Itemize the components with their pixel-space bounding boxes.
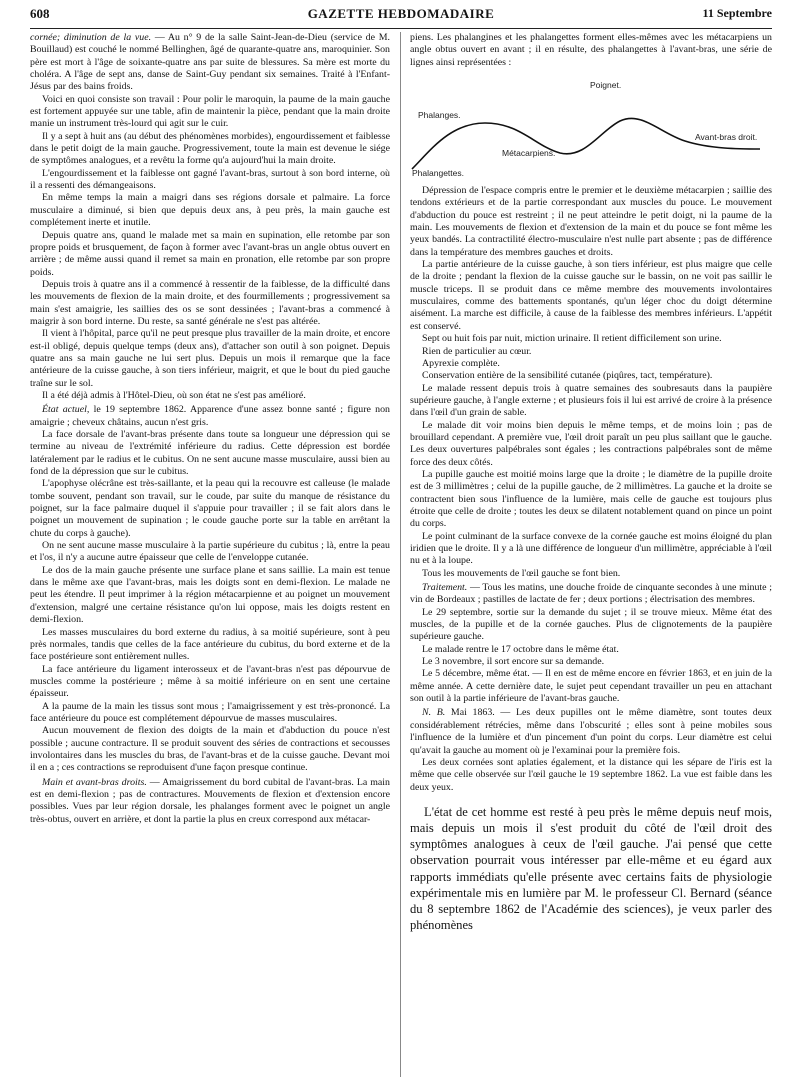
paragraph: La pupille gauche est moitié moins large que la droite ; le diamètre de la pupille droite est de 3 millimètres ; celui de la pupille gauche, de 2 millimètres. La gauche et la droite se contractent bien sous l'influence de la lumière, mais celle de gauche est toujours plus étroite que celle de droite ; toutes les deux se dilatent notablement quand on pince un point du corps. xyxy=(410,468,772,530)
paragraph: L'apophyse olécrâne est très-saillante, et la peau qui la recouvre est calleuse (le malade tombe souvent, pendant son travail, sur le coude, par suite du manque de résistance du poignet, sur la face palmaire duquel il s'appuie pour travailler ; il se fait alors dans le poignet un mouvement de supination ; le coude gauche porte sur la table en arrêtant la chute du corps à gauche). xyxy=(30,478,390,539)
paragraph: L'engourdissement et la faiblesse ont gagné l'avant-bras, surtout à son bord interne, où il a ressenti des démangeaisons. xyxy=(30,167,390,192)
paragraph: Le dos de la main gauche présente une surface plane et sans saillie. La main est tenue dans le même axe que l'avant-bras, mais les doigts sont en demi-flexion. Le malade ne peut les étendre. Il peut imprimer à la région métacarpienne et au poignet un mouvement d'extension, malgré une certaine résistance qu'on lui oppose, mais les doigts restent en demi-flexion. xyxy=(30,564,390,626)
paragraph: Le 5 décembre, même état. — Il en est de même encore en février 1863, et en juin de la même année. A cette dernière date, le sujet peut cependant travailler un peu en attachant son outil à la partie inférieure de l'avant-bras gauche. xyxy=(410,668,772,705)
paragraph: Depuis trois à quatre ans il a commencé à ressentir de la faiblesse, de la difficulté dans les mouvements de flexion de la main droite, et des fourmillements ; progressivement sa main s'est amaigrie, les saillies des os se sont dessinées ; l'avant-bras a commencé à maigrir à son bord interne. Du reste, sa santé générale ne s'est pas altérée. xyxy=(30,278,390,327)
curve-line xyxy=(412,118,760,169)
paragraph: La face antérieure du ligament interosseux et de l'avant-bras n'est pas dépourvue de muscles comme la postérieure ; même à sa moitié inférieure on en sent une certaine épaisseur. xyxy=(30,663,390,700)
section-lead: État actuel, xyxy=(42,404,90,416)
large-type-section xyxy=(410,804,772,934)
paragraph: Le 29 septembre, sortie sur la demande du sujet ; il se trouve mieux. Même état des muscles, de la pupille et de la cornée gauches. Plus de clignotements de la paupière supérieure gauche. xyxy=(410,606,772,643)
paragraph: La partie antérieure de la cuisse gauche, à son tiers inférieur, est plus maigre que celle de la droite ; pendant la flexion de la cuisse gauche sur le bassin, on ne voit pas saillir le muscle triceps. Il se produit dans ce même membre des mouvements involontaires musculaires, comme des battements spontanés, qu'un léger choc du doigt détermine aisément. La marche est difficile, à cause de la faiblesse des membres inférieurs. L'appétit est conservé. xyxy=(410,259,772,332)
paragraph: État actuel, le 19 septembre 1862. Apparence d'une assez bonne santé ; figure non amaigrie ; cheveux châtains, aucun n'est gris. xyxy=(30,404,390,428)
page-number: 608 xyxy=(30,6,50,21)
header-rule xyxy=(30,28,772,29)
paragraph: Main et avant-bras droits. — Amaigrissement du bord cubital de l'avant-bras. La main est en demi-flexion ; pas de contractures. Mouvements de flexion et d'extension encore possibles. Vues par leur région dorsale, les phalanges forment avec le poignet un angle très-obtus, ouvert en arrière, et dont la partie la plus en creux correspond aux métacar- xyxy=(30,776,390,825)
paragraph: Le malade rentre le 17 octobre dans le même état. xyxy=(422,643,619,655)
right-column xyxy=(410,32,772,934)
page-header xyxy=(30,6,772,28)
paragraph: Traitement. — Tous les matins, une douche froide de cinquante secondes à une minute ; vin de Bordeaux ; pastilles de lactate de fer ; deux portions ; électrisation des membres. xyxy=(410,582,772,606)
paragraph: Depuis quatre ans, quand le malade met sa main en supination, elle retombe par son propre poids et brusquement, de façon à former avec l'avant-bras un angle obtus ouvert en arrière ; de même aussi quand il remet sa main en pronation, elle retombe par son propre poids. xyxy=(30,229,390,278)
left-column xyxy=(30,32,390,826)
paragraph: Il a été déjà admis à l'Hôtel-Dieu, où son état ne s'est pas amélioré. xyxy=(42,389,306,401)
paragraph: L'état de cet homme est resté à peu près le même depuis neuf mois, mais depuis un mois il s'est produit du côté de l'œil droit des symptômes analogues à ceux de l'œil gauche. J'ai pensé que cette observation pourrait vous intéresser par elle-même et eu égard aux rapports immédiats qu'elle présente avec certains faits de physiologie expérimentale mis en lumière par M. le professeur Cl. Bernard (séance du 8 septembre 1862 de l'Académie des sciences), je veux parler des phénomènes xyxy=(410,804,772,933)
paragraph: On ne sent aucune masse musculaire à la partie supérieure du cubitus ; là, entre la peau et l'os, il n'y a aucune autre épaisseur que celle de l'enveloppe cutanée. xyxy=(30,540,390,564)
column-divider xyxy=(400,32,401,1077)
paragraph: A la paume de la main les tissus sont mous ; l'amaigrissement y est très-prononcé. La face antérieure du pouce est complétement dépourvue de masses musculaires. xyxy=(30,700,390,724)
paragraph: Aucun mouvement de flexion des doigts de la main et d'abduction du pouce n'est possible ; aucune contracture. Il se produit souvent des séries de contractions et secousses involontaires dans les muscles du bras, de l'avant-bras et de la cuisse gauche. Devant moi il en a ; ces contractions se reproduisent d'une façon presque continue. xyxy=(30,725,390,774)
paragraph: Il y a sept à huit ans (au début des phénomènes morbides), engourdissement et faiblesse dans le petit doigt de la main gauche. Progressivement, toute la main est devenue le siége de symptômes analogues, et a revêtu la forme qu'a aujourd'hui la main droite. xyxy=(30,130,390,167)
paragraph: Le malade dit voir moins bien depuis le même temps, et de moins loin ; pas de brouillard cependant. A première vue, l'œil droit paraît un peu plus saillant que le gauche. Les deux ouvertures palpébrales sont égales ; les contractions palpébrales sont de même force des deux côtés. xyxy=(410,419,772,468)
paragraph: Rien de particulier au cœur. xyxy=(422,345,532,357)
label-phalanges: Phalanges. xyxy=(418,110,461,121)
section-lead: Traitement. xyxy=(422,582,468,594)
paragraph: En même temps la main a maigri dans ses régions dorsale et palmaire. La force musculaire a diminué, si bien que depuis deux ans, à peu près, la main gauche est complétement inerte et inutile. xyxy=(30,192,390,229)
paragraph: Les masses musculaires du bord externe du radius, à sa moitié supérieure, sont à peu près normales, tandis que celles de la face antérieure du cubitus, du bord externe et de la face postérieure sont entièrement nulles. xyxy=(30,626,390,663)
paragraph: Conservation entière de la sensibilité cutanée (piqûres, tact, température). xyxy=(422,370,713,382)
label-phalangettes: Phalangettes. xyxy=(412,168,464,179)
paragraph: Le malade ressent depuis trois à quatre semaines des soubresauts dans la paupière supérieure gauche, à l'angle externe ; et plusieurs fois il lui est arrivé de croire à la présence dans l'œil d'un grain de sable. xyxy=(410,382,772,419)
paragraph: Les deux cornées sont aplaties également, et la distance qui les sépare de l'iris est la même que celle observée sur l'œil gauche le 19 septembre 1862. La vue est faible dans les deux yeux. xyxy=(410,756,772,793)
paragraph: Tous les mouvements de l'œil gauche se font bien. xyxy=(422,567,621,579)
paragraph: Apyrexie complète. xyxy=(422,357,500,369)
journal-title: GAZETTE HEBDOMADAIRE xyxy=(307,6,495,21)
issue-date: 11 Septembre xyxy=(702,6,772,20)
paragraph: piens. Les phalangines et les phalangettes forment elles-mêmes avec les métacarpiens un angle obtus ouvert en avant ; il en résulte, des phalangettes à l'avant-bras, une série de lignes ainsi représentées : xyxy=(410,32,772,68)
label-poignet: Poignet. xyxy=(590,80,622,91)
paragraph: cornée; diminution de la vue. — Au n° 9 de la salle Saint-Jean-de-Dieu (service de M. Bouillaud) est couché le nommé Bellinghen, âgé de quarante-quatre ans, maroquinier. Son père est mort à l'âge de soixante-quatre ans par suite de blessures. Sa mère est morte du choléra. A l'âge de sept ans, danse de Saint-Guy pendant six semaines. Traité à l'Enfant-Jésus par des bains froids. xyxy=(30,32,390,93)
paragraph: Voici en quoi consiste son travail : Pour polir le maroquin, la paume de la main gauche est fortement appuyée sur une table, afin de maintenir la pièce, pendant que la main droite manie un instrument très-lourd qui agit sur le cuir. xyxy=(30,93,390,130)
paragraph: La face dorsale de l'avant-bras présente dans toute sa longueur une dépression qui se termine au niveau de l'extrémité inférieure du radius. Cette dépression est bordée latéralement par le radius et le cubitus. On ne sent aucune masse musculaire, aussi bien au fond de la dépression que sur le cubitus. xyxy=(30,429,390,478)
hand-profile-figure xyxy=(410,71,772,181)
paragraph: Dépression de l'espace compris entre le premier et le deuxième métacarpien ; saillie des tendons extérieurs et de la partie correspondant aux muscles du pouce. Le mouvement d'abduction du pouce est restreint ; il ne peut atteindre le petit doigt, ni la paume de la main. Les mouvements de flexion et d'extension de la main et du pouce se font même les yeux bandés. La contractilité électro-musculaire n'est nulle part absente ; pas de différence dans la température des membres gauches et droits. xyxy=(410,185,772,258)
paragraph: Sept ou huit fois par nuit, miction urinaire. Il retient difficilement son urine. xyxy=(422,333,722,345)
section-lead: Main et avant-bras droits. xyxy=(42,776,147,788)
section-lead: cornée; diminution de la vue. xyxy=(30,32,152,43)
paragraph: Le point culminant de la surface convexe de la cornée gauche est moins éloigné du plan iridien que le droite. Il y a là une différence de longueur d'un millimètre, appréciable à l'œil nu et à la loupe. xyxy=(410,530,772,567)
paragraph: Il vient à l'hôpital, parce qu'il ne peut presque plus travailler de la main droite, et encore est-il obligé, depuis quelque temps (deux ans), d'attacher son outil à son poignet. Depuis quatre ans sa main gauche ne lui sert plus. Depuis un mois il remarque que la face antérieure de la cuisse gauche, à son tiers inférieur, maigrit, et que le bout du pied gauche traîne sur le sol. xyxy=(30,328,390,389)
section-lead: N. B. xyxy=(422,707,446,719)
paragraph: N. B. Mai 1863. — Les deux pupilles ont le même diamètre, sont toutes deux considérablement rétrécies, même dans l'obscurité ; elles sont à peine mobiles sous l'influence de la lumière et d'un pincement d'un point du corps. Leur diamètre est celui qu'avait la gauche au moment où je l'examinai pour la première fois. xyxy=(410,707,772,756)
label-metacarpiens: Métacarpiens. xyxy=(502,148,556,159)
paragraph: Le 3 novembre, il sort encore sur sa demande. xyxy=(422,656,605,668)
label-avant-bras: Avant-bras droit. xyxy=(695,132,758,143)
